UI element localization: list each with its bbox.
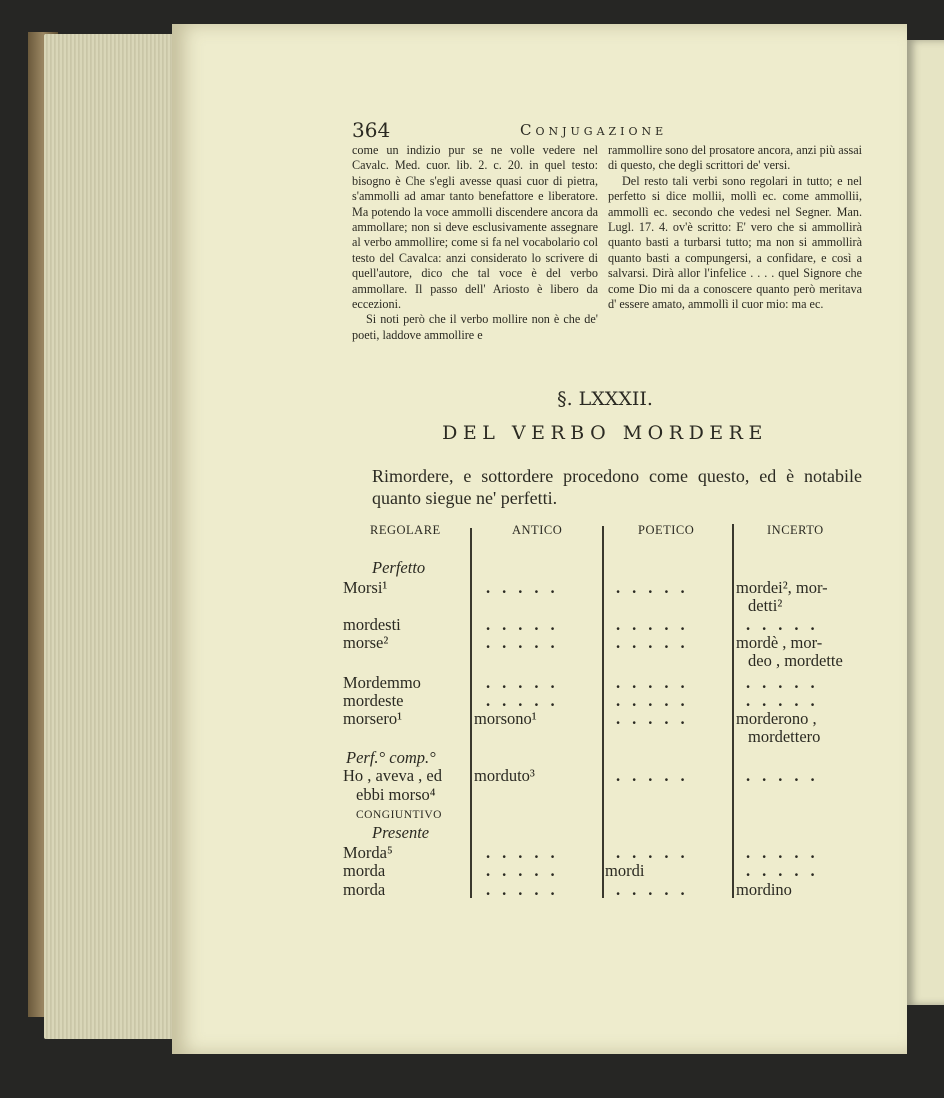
table-row bbox=[0, 861, 944, 880]
table-cell: ..... bbox=[746, 691, 827, 710]
table-cell: ..... bbox=[486, 673, 567, 692]
paragraph: Del resto tali verbi sono regolari in tutto; e nel perfetto si dice mollii, mollì ec. come ammollii, ammollì ec. secondo che vedesi nel Segner. Man. Lugl. 17. 4. ov'è scritto: E' vero che si ammollirà quanto basti a turbarsi tutto; ma non si ammollirà quanto basti a compungersi, a confidare, e così a salvarsi. Dirà allor l'infelice . . . . quel Signore che come Dio mi da a conoscere quanto però meritava d' essere amato, ammollì il cuor mio: ma ec. bbox=[608, 173, 862, 312]
table-cell: ..... bbox=[616, 709, 697, 728]
table-cell: morse² bbox=[343, 633, 389, 652]
table-cell: ..... bbox=[616, 615, 697, 634]
table-cell: mordei², mor- bbox=[736, 578, 828, 597]
table-cell: Perfetto bbox=[372, 558, 426, 577]
table-cell: Mordemmo bbox=[343, 673, 421, 692]
table-cell: ..... bbox=[746, 615, 827, 634]
intro-paragraph bbox=[346, 465, 862, 509]
table-cell: morderono , bbox=[736, 709, 817, 728]
table-cell: ..... bbox=[616, 673, 697, 692]
table-cell: ..... bbox=[746, 673, 827, 692]
table-cell: CONGIUNTIVO bbox=[356, 809, 442, 821]
table-cell: morsero¹ bbox=[343, 709, 403, 728]
table-cell: Morsi¹ bbox=[343, 578, 388, 597]
table-cell: ebbi morso⁴ bbox=[356, 785, 436, 804]
table-row bbox=[0, 823, 944, 842]
table-cell: morduto³ bbox=[474, 766, 535, 785]
table-row bbox=[0, 615, 944, 634]
intro-text: Rimordere, e sottordere procedono come questo, ed è notabile quanto siegue ne' perfetti. bbox=[372, 466, 862, 508]
header-poetico: POETICO bbox=[638, 523, 695, 537]
table-cell: ..... bbox=[486, 861, 567, 880]
table-cell: mordettero bbox=[748, 727, 821, 746]
header-regolare: REGOLARE bbox=[370, 523, 441, 537]
header-antico: ANTICO bbox=[512, 523, 563, 537]
table-row bbox=[0, 880, 944, 899]
table-cell: morda bbox=[343, 880, 386, 899]
paragraph: Si noti però che il verbo mollire non è che de' poeti, laddove ammollire e bbox=[352, 312, 598, 342]
table-cell: Perf.° comp.° bbox=[346, 748, 436, 767]
table-cell: Morda⁵ bbox=[343, 843, 393, 862]
page-number: 364 bbox=[352, 118, 391, 142]
table-cell: Ho , aveva , ed bbox=[343, 766, 442, 785]
table-row bbox=[0, 785, 944, 804]
table-row bbox=[0, 709, 944, 728]
table-cell: ..... bbox=[486, 843, 567, 862]
table-cell: mordi bbox=[605, 861, 645, 880]
table-cell: ..... bbox=[746, 843, 827, 862]
table-cell: ..... bbox=[616, 880, 697, 899]
table-cell: ..... bbox=[616, 691, 697, 710]
table-cell: ..... bbox=[746, 766, 827, 785]
table-cell: deo , mordette bbox=[748, 651, 843, 670]
table-row bbox=[0, 843, 944, 862]
table-cell: ..... bbox=[486, 691, 567, 710]
table-cell: mordino bbox=[736, 880, 792, 899]
table-cell: mordè , mor- bbox=[736, 633, 823, 652]
table-row bbox=[0, 578, 944, 597]
table-row bbox=[0, 651, 944, 670]
paragraph: come un indizio pur se ne volle vedere nel Cavalc. Med. cuor. lib. 2. c. 20. in quel testo: bisogno è Che s'egli avesse quasi cuor di pietra, s'ammolli ad amar tanto benefattore e liberatore. Ma potendo la voce ammolli discendere ancora da ammollare; non si deve esclusivamente assegnare al verbo ammollire; come si fa nel vocabolario col testo del Cavalca: anzi considerato lo scrivere di quell'autore, dico che tal voce è del verbo ammollare. Il passo dell' Ariosto è libero da eccezioni. bbox=[352, 143, 598, 312]
table-cell: ..... bbox=[616, 766, 697, 785]
table-cell: ..... bbox=[486, 615, 567, 634]
table-row bbox=[0, 748, 944, 767]
right-text-column bbox=[608, 143, 862, 312]
table-cell: ..... bbox=[486, 880, 567, 899]
table-row bbox=[0, 673, 944, 692]
table-row bbox=[0, 766, 944, 785]
table-row bbox=[0, 727, 944, 746]
table-cell: ..... bbox=[616, 843, 697, 862]
table-cell: ..... bbox=[486, 633, 567, 652]
left-text-column bbox=[352, 143, 598, 343]
table-row bbox=[0, 596, 944, 615]
header-incerto: INCERTO bbox=[767, 523, 824, 537]
table-cell: mordeste bbox=[343, 691, 404, 710]
table-row bbox=[0, 633, 944, 652]
table-cell: ..... bbox=[616, 578, 697, 597]
paragraph: rammollire sono del prosatore ancora, anzi più assai di questo, che degli scrittori de' versi. bbox=[608, 143, 862, 173]
running-head: Conjugazione bbox=[520, 121, 668, 139]
table-cell: mordesti bbox=[343, 615, 401, 634]
table-row bbox=[0, 691, 944, 710]
section-title: DEL VERBO MORDERE bbox=[442, 422, 768, 444]
table-cell: morda bbox=[343, 861, 386, 880]
table-cell: ..... bbox=[746, 861, 827, 880]
table-cell: ..... bbox=[616, 633, 697, 652]
table-row bbox=[0, 558, 944, 577]
table-cell: Presente bbox=[372, 823, 430, 842]
section-number: §. LXXXII. bbox=[557, 388, 653, 410]
table-cell: morsono¹ bbox=[474, 709, 537, 728]
table-cell: ..... bbox=[486, 578, 567, 597]
table-cell: detti² bbox=[748, 596, 783, 615]
